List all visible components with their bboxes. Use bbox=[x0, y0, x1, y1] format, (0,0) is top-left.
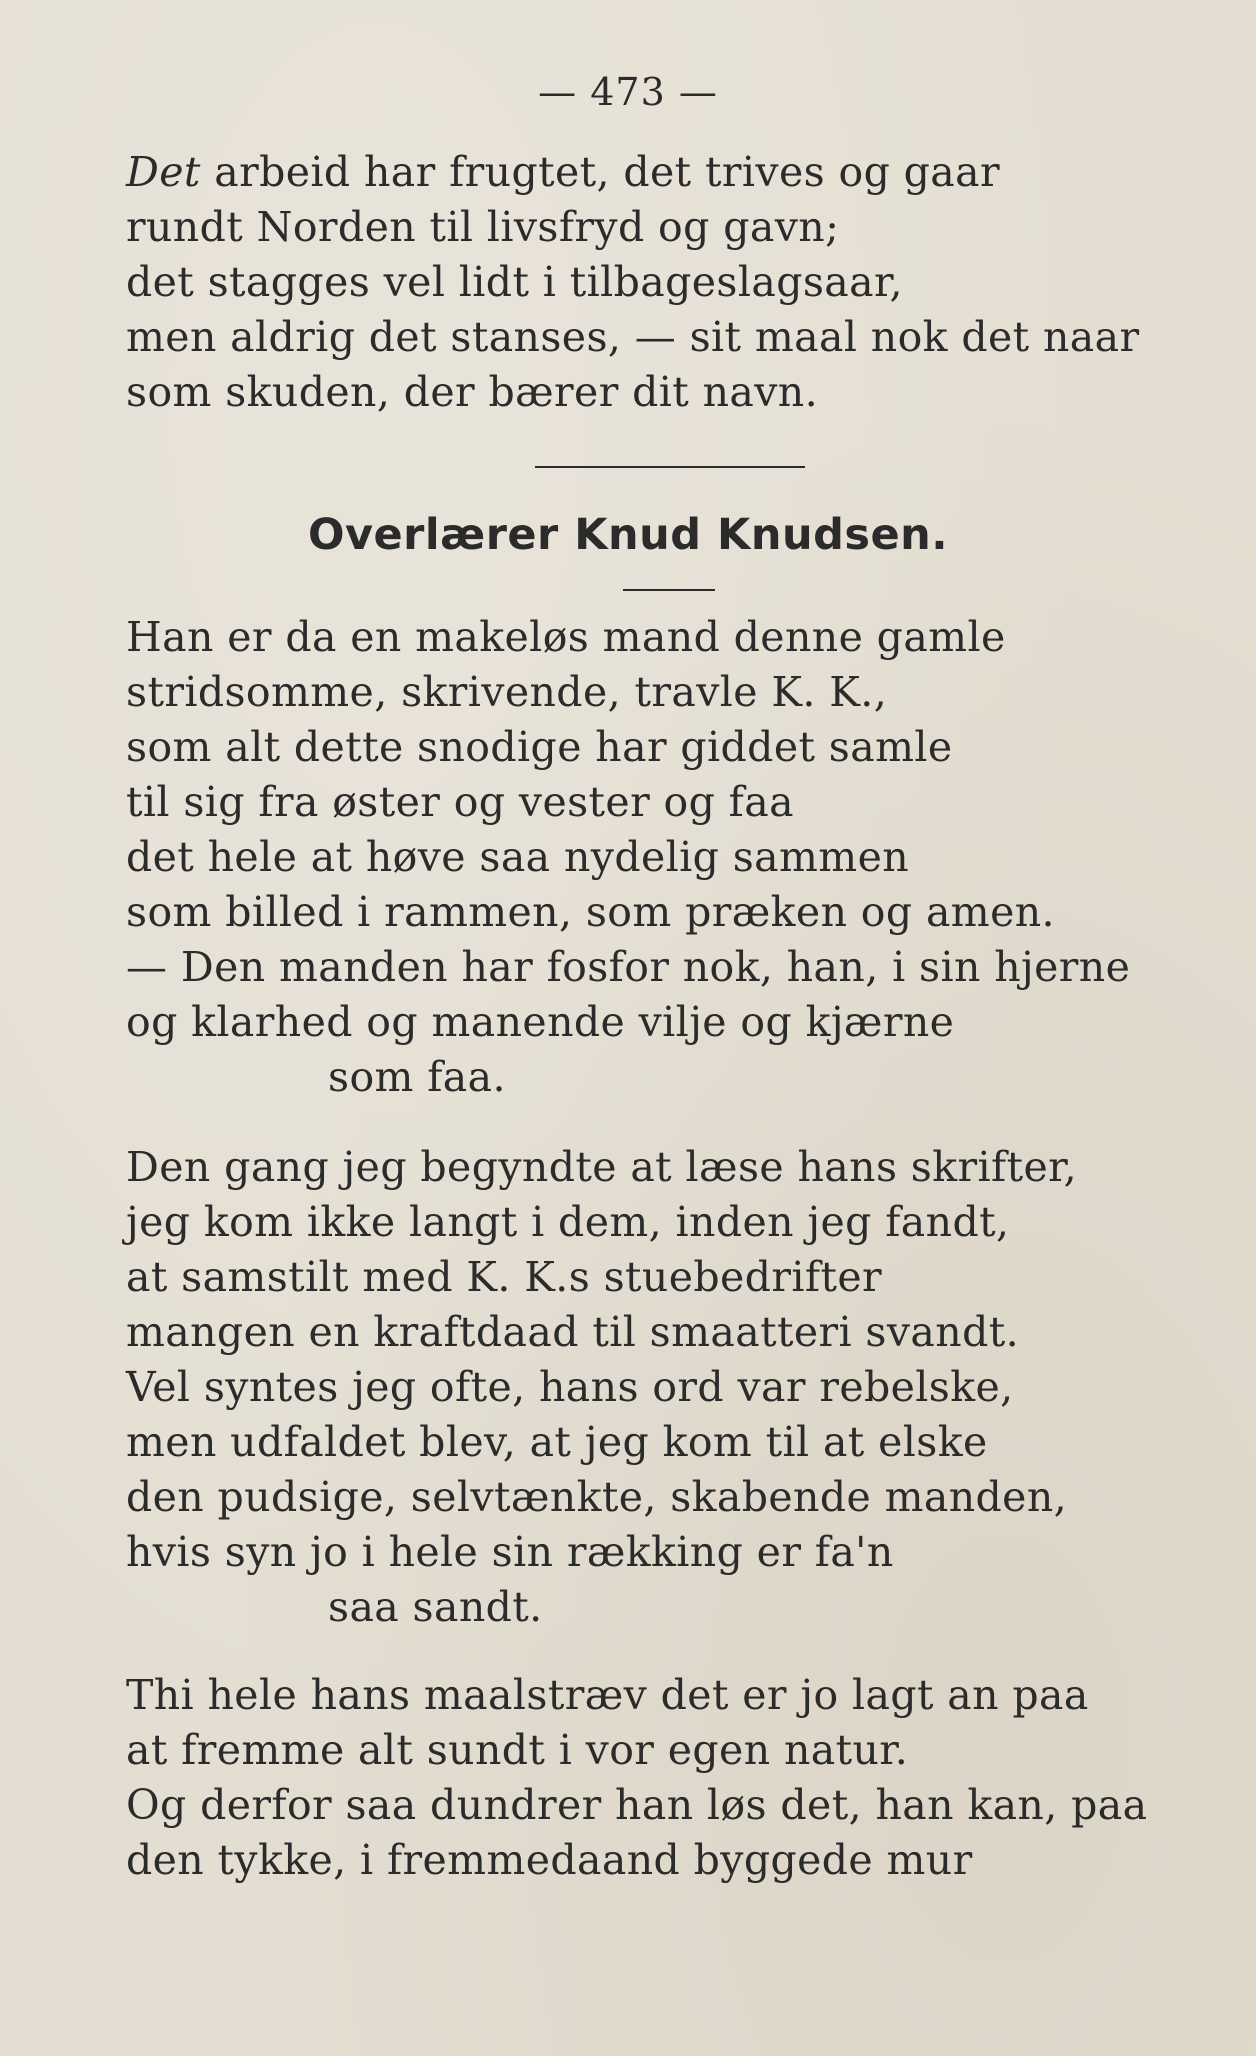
poem-line-indented: saa sandt. bbox=[328, 1583, 543, 1631]
poem-line: jeg kom ikke langt i dem, inden jeg fandt, bbox=[126, 1198, 1010, 1246]
poem-line: men aldrig det stanses, — sit maal nok det naar bbox=[126, 313, 1140, 361]
section-heading: Overlærer Knud Knudsen. bbox=[307, 510, 949, 560]
poem-line: til sig fra øster og vester og faa bbox=[126, 778, 794, 826]
poem-line: mangen en kraftdaad til smaatteri svandt. bbox=[126, 1308, 1020, 1356]
poem-line: som skuden, der bærer dit navn. bbox=[126, 368, 819, 416]
section-divider bbox=[535, 466, 805, 468]
poem-line: men udfaldet blev, at jeg kom til at elske bbox=[126, 1418, 988, 1466]
poem-line: som billed i rammen, som præken og amen. bbox=[126, 888, 1055, 936]
poem-line: og klarhed og manende vilje og kjærne bbox=[126, 998, 955, 1046]
poem-line: — Den manden har fosfor nok, han, i sin hjerne bbox=[126, 943, 1131, 991]
poem-line: Og derfor saa dundrer han løs det, han kan, paa bbox=[126, 1781, 1148, 1829]
poem-line: Den gang jeg begyndte at læse hans skrifter, bbox=[126, 1143, 1078, 1191]
poem-line: den tykke, i fremmedaand byggede mur bbox=[126, 1836, 973, 1884]
poem-line: stridsomme, skrivende, travle K. K., bbox=[126, 668, 888, 716]
poem-line: at fremme alt sundt i vor egen natur. bbox=[126, 1726, 909, 1774]
poem-line: at samstilt med K. K.s stuebedrifter bbox=[126, 1253, 882, 1301]
stanza-1 bbox=[126, 145, 1206, 420]
poem-line: hvis syn jo i hele sin rækking er fa'n bbox=[126, 1528, 894, 1576]
poem-line: rundt Norden til livsfryd og gavn; bbox=[126, 203, 840, 251]
poem-line: Han er da en makeløs mand denne gamle bbox=[126, 613, 1006, 661]
page-number: — 473 — bbox=[538, 70, 718, 114]
poem-line: det stagges vel lidt i tilbageslagsaar, bbox=[126, 258, 903, 306]
emphasized-word: Det bbox=[126, 148, 201, 196]
stanza-4 bbox=[126, 1668, 1206, 1888]
stanza-2 bbox=[126, 610, 1206, 1105]
line-text: arbeid har frugtet, det trives og gaar bbox=[200, 148, 1000, 196]
poem-line: Thi hele hans maalstræv det er jo lagt an paa bbox=[126, 1671, 1089, 1719]
heading-underline bbox=[623, 589, 715, 591]
poem-line bbox=[126, 145, 1206, 200]
poem-line: Vel syntes jeg ofte, hans ord var rebelske, bbox=[126, 1363, 1014, 1411]
poem-line: det hele at høve saa nydelig sammen bbox=[126, 833, 910, 881]
poem-line: som alt dette snodige har giddet samle bbox=[126, 723, 953, 771]
stanza-3 bbox=[126, 1140, 1206, 1635]
poem-line: den pudsige, selvtænkte, skabende manden, bbox=[126, 1473, 1068, 1521]
poem-line-indented: som faa. bbox=[328, 1053, 506, 1101]
